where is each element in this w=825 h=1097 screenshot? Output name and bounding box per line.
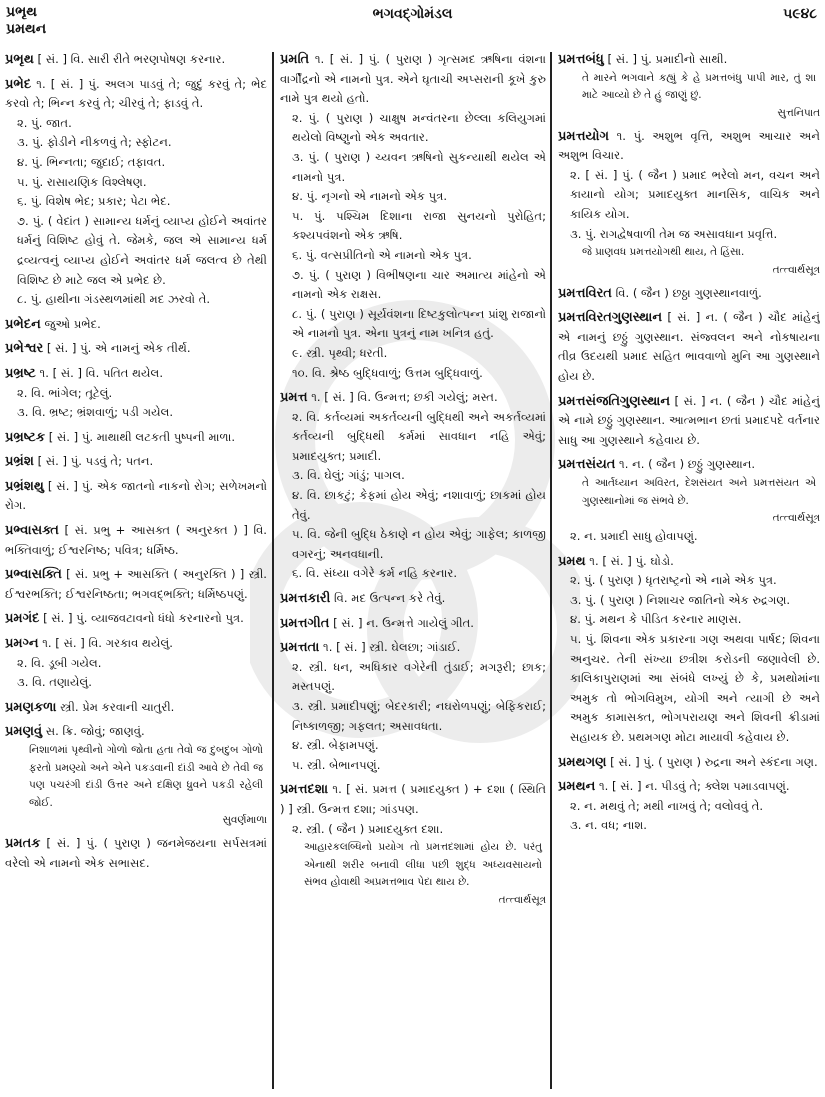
entry-headword: પ્રભેદ — [5, 76, 32, 92]
entry-sense: ૪. પું. નૃગનો એ નામનો એક પુત્ર. — [292, 189, 448, 204]
entry-definition: [ સં. ] પું. પ્રમાદીનો સાથી. — [607, 52, 728, 66]
entry-definition: [ સં. ] વિ. સારી રીતે ભરણપોષણ કરનાર. — [37, 52, 226, 66]
dictionary-entry — [558, 392, 820, 451]
entry-sense: ૨. પું. ( પુરાણ ) ચાક્ષુષ મન્વંતરના છેલ્લા કલિયુગમાં થયેલો વિષ્ણુનો એક અવતાર. — [292, 110, 546, 145]
entry-definition: વિ. મદ ઉત્પન્ન કરે તેવું. — [334, 591, 446, 606]
dictionary-entry — [5, 722, 267, 829]
dictionary-entry — [5, 339, 267, 359]
entry-headword: પ્રભ્રષ્ટક — [5, 429, 46, 445]
entry-definition: સ્ત્રી. પ્રેમ કરવાની ચાતુરી. — [60, 699, 175, 714]
entry-headword: પ્રભેદન — [5, 316, 41, 332]
entry-definition: [ સં. ] પું. એ નામનું એક તીર્થ. — [46, 341, 191, 356]
entry-definition: ૧. [ સં. ] વિ. ગરકાવ થયેલું. — [42, 636, 173, 651]
entry-sense: ૨. [ સં. ] પું. ( જૈન ) પ્રમાદ ભરેલો મન, વચન અને કાયાનો યોગ; પ્રમાદયુક્ત માનસિક, વાચિક અને કાયિક યોગ. — [570, 167, 820, 221]
column-divider — [272, 52, 274, 1089]
entry-headword: પ્રમત્તબંધુ — [558, 52, 604, 67]
entry-headword: પ્રભ્વાસક્ત — [5, 523, 59, 539]
entry-sense: ૮. પું. ( પુરાણ ) સૂર્યવંશના દિષ્ટકુલોત્પન્ન પ્રાંશુ રાજાનો એ નામનો પુત્ર. એના પુત્રનું નામ ખનિત્ર હતું. — [292, 306, 546, 341]
entry-sense: ૨. વિ. ભાંગેલ; તૂટેલું. — [17, 385, 113, 400]
entry-headword: પ્રમત્તયોગ — [558, 128, 609, 144]
quotation-source: તત્ત્વાર્થસૂત્ર — [498, 893, 546, 906]
dictionary-entry — [558, 284, 820, 304]
entry-definition: જુઓ પ્રભેદ. — [44, 316, 101, 331]
dictionary-entry — [280, 780, 546, 908]
entry-headword: પ્રમણવું — [5, 724, 43, 740]
entry-headword: પ્રભ્રંશથુ — [5, 478, 44, 494]
dictionary-entry — [5, 521, 267, 560]
entry-definition: [ સં. ] પું. વ્યાજવટાવનો ધંધો કરનારનો પુત્ર. — [43, 611, 244, 626]
entry-sense: ૨. ન. મથવું તે; મથી નાખવું તે; વલોવવું તે. — [570, 798, 764, 813]
entry-headword: પ્રભ્રષ્ટ — [5, 365, 36, 381]
dictionary-entry — [5, 634, 267, 693]
column-divider — [550, 52, 552, 1089]
dictionary-entry — [5, 565, 267, 604]
entry-definition: ૧. ન. ( જૈન ) છઠ્ઠું ગુણસ્થાન. — [619, 457, 756, 472]
dictionary-entry — [5, 75, 267, 310]
entry-sense: ૫. પું. શિવના એક પ્રકારના ગણ અથવા પાર્ષદ; શિવના અનુચર. તેની સંખ્યા છત્રીશ કરોડની જણાવેલી છે. કાલિકાપુરાણમાં આ સંબંધે લખ્યું છે કે, પ્રમથોમાંના અમુક તો ભોગવિમુખ, યોગી અને ત્યાગી છે અને અમુક કામાસક્ત, ભોગપરાયણ અને શિવની ક્રીડામાં સહાયક છે. પ્રથમગણ મોટા માયાવી કહેવાય છે. — [570, 631, 820, 744]
entry-definition: [ સં. ] પું. પડવું તે; પતન. — [37, 454, 154, 469]
entry-headword: પ્રમત્તગીત — [280, 615, 330, 631]
page-title: ભગવદ્ગોમંડલ — [372, 6, 453, 22]
dictionary-entry — [5, 477, 267, 516]
entry-sense: ૪. સ્ત્રી. બેફામપણું. — [292, 738, 379, 753]
entry-sense: ૬. પું. વત્સપ્રીતિનો એ નામનો એક પુત્ર. — [292, 247, 472, 262]
entry-sense: ૫. પું. પશ્ચિમ દિશાના રાજા સુનયનો પુરોહિત; કશ્યપવંશનો એક ઋષિ. — [292, 208, 546, 243]
entry-definition: [ સં. ] પું. એક જાતનો નાકનો રોગ; સળેખમનો રોગ. — [5, 478, 267, 513]
entry-sense: ૩. વિ. ઘેલું; ગાંડું; પાગલ. — [292, 468, 405, 483]
entry-definition: [ સં. ] પું. ( પુરાણ ) રુદ્રના અને સ્કંદના ગણ. — [610, 754, 818, 769]
entry-quotation: નિશાળમાં પૃથ્વીનો ગોળો જોતા હતા તેવો જ દુબદુબ ગોળો ફરતો પ્રમણ્યો અને એને પકડવાની દાંડી આવે છે તેવી જ પણ પચરંગી દાંડી ઉત્તર અને દક્ષિણ ધ્રુવને પકડી રહેલી જોઈ. — [29, 744, 263, 809]
entry-headword: પ્રમતક — [5, 836, 41, 851]
entry-definition: [ સં. ] ન. ( જૈન ) ચૌદ માંહેનું એ નામનું છઠ્ઠું ગુણસ્થાન. સંજ્વલન અને નોકષાયના તીવ્ર ઉદયથી પ્રમાદ સહિત ભાવવાળો મુનિ આ ગુણસ્થાને હોય છે. — [558, 310, 820, 384]
entry-sense: ૬. પું. વિશેષ ભેદ; પ્રકાર; પેટા ભેદ. — [17, 194, 171, 209]
quotation-source: સુત્તનિપાત — [777, 106, 820, 119]
entry-headword: પ્રમગ્ન — [5, 636, 39, 652]
entry-definition: ૧. [ સં. ] વિ. પતિત થયેલ. — [39, 365, 164, 380]
guide-word-last: પ્રમથન — [6, 21, 47, 37]
dictionary-entry — [280, 638, 546, 775]
entry-definition: [ સં. ] પું. માથાથી લટકતી પુષ્પની માળા. — [48, 429, 236, 444]
dictionary-entry — [280, 50, 546, 383]
entry-sense: ૨. ન. પ્રમાદી સાધુ હોવાપણું. — [570, 529, 698, 543]
dictionary-entry — [5, 428, 267, 448]
entry-headword: પ્રમતિ — [280, 52, 310, 67]
entry-sense: ૭. પું. ( વેદાંત ) સામાન્ય ધર્મનું વ્યાપ્ય હોઈને અવાંતર ધર્મનું વિશિષ્ટ હોવું તે. જેમકે, જલ એ સામાન્ય ધર્મ દ્રવ્યત્વનું વ્યાપ્ય હોઈને અવાંતર ધર્મ જલત્વ છે તેથી વિશિષ્ટ છે માટે જલ એ પ્રભેદ છે. — [17, 213, 267, 287]
entry-sense: ૨. પું. જાત. — [17, 115, 72, 130]
dictionary-entry — [558, 777, 820, 836]
entry-headword: પ્રમગંદ — [5, 611, 40, 627]
dictionary-entry — [558, 308, 820, 386]
entry-sense: ૯. સ્ત્રી. પૃથ્વી; ધરતી. — [292, 345, 388, 360]
dictionary-entry — [558, 552, 820, 748]
entry-headword: પ્રમત્તદશા — [280, 782, 329, 798]
dictionary-entry — [5, 315, 267, 335]
entry-sense: ૪. પું. મથન કે પીડિત કરનાર માણસ. — [570, 612, 742, 627]
entry-sense: ૪. વિ. છાકટું; કેફમાં હોય એવું; નશાવાળું; છાકમાં હોય તેવું. — [292, 488, 546, 522]
entry-sense: ૨. પું. ( પુરાણ ) ધૃતરાષ્ટ્રનો એ નામે એક પુત્ર. — [570, 573, 777, 588]
entry-definition: ૧. [ સં. ] પું. અલગ પાડવું તે; જુદું કરવું તે; ભેદ કરવો તે; ભિન્ન કરવું તે; ચીરવું તે; ફાડવું તે. — [5, 76, 267, 111]
entry-headword: પ્રમણકળા — [5, 699, 57, 715]
entry-definition: [ સં. પ્રભુ + આસક્ત ( અનુરક્ત ) ] વિ. ભક્તિવાળું; ઈશ્વરનિષ્ઠ; પવિત્ર; ધર્મિષ્ઠ. — [5, 523, 267, 557]
entry-sense: ૫. પું. રાસાયણિક વિશ્લેષણ. — [17, 174, 147, 189]
entry-definition: ૧. પું. અશુભ વૃત્તિ, અશુભ આચાર અને અશુભ વિચાર. — [558, 128, 820, 163]
entry-definition: [ સં. પ્રભુ + આસક્તિ ( અનુરક્તિ ) ] સ્ત્રી. ઈશ્વરભક્તિ; ઈશ્વરનિષ્ઠતા; ભગવદ્ભક્તિ; ધર્મિષ્ઠપણું. — [5, 567, 267, 601]
entry-sense: ૩. ન. વધ; નાશ. — [570, 818, 647, 833]
entry-definition: વિ. ( જૈન ) છઠ્ઠા ગુણસ્થાનવાળું. — [615, 285, 762, 300]
dictionary-entry — [558, 455, 820, 546]
dictionary-column-2 — [280, 50, 546, 1091]
page-number: ૫૯૪૮ — [783, 6, 817, 22]
entry-sense: ૩. વિ. ભ્રષ્ટ; ભ્રંશવાળું; પડી ગયેલ. — [17, 405, 174, 420]
entry-headword: પ્રમત્તતા — [280, 640, 320, 656]
entry-sense: ૭. પું. ( પુરાણ ) વિભીષણના ચાર અમાત્ય માંહેનો એ નામનો એક રાક્ષસ. — [292, 267, 546, 302]
entry-headword: પ્રમત્તસંયત — [558, 457, 616, 473]
entry-quotation: તે મારને ભગવાને કહ્યું કે હે પ્રમત્તબંધુ પાપી માર, તું શા માટે આવ્યો છે તે હું જાણું છું. — [582, 71, 816, 102]
entry-definition: ૧. [ સં. ] ન. પીડવું તે; ક્લેશ પમાડવાપણું. — [598, 779, 790, 794]
entry-sense: ૩. પું. ફોડીને નીકળવું તે; સ્ફોટન. — [17, 135, 172, 150]
entry-sense: ૬. વિ. સંધ્યા વગેરે કર્મ નહિ કરનાર. — [292, 566, 458, 581]
entry-definition: ૧. [ સં. ] પું. ઘોડો. — [589, 553, 674, 568]
entry-headword: પ્રમત્ત — [280, 390, 308, 406]
dictionary-entry — [5, 364, 267, 423]
entry-definition: ૧. [ સં. ] સ્ત્રી. ઘેલછા; ગાંડાઈ. — [323, 640, 461, 655]
page-header — [0, 0, 825, 44]
entry-definition: [ સં. ] ન. ( જૈન ) ચૌદ માંહેનું એ નામે છઠ્ઠું ગુણસ્થાન. આત્મભાન છતાં પ્રમાદપદે વર્તનાર સાધુ આ ગુણસ્થાને કહેવાય છે. — [558, 393, 820, 447]
dictionary-entry — [558, 753, 820, 773]
entry-quotation: આહારકલબ્ધિનો પ્રયોગ તો પ્રમત્તદશામાં હોય છે. પરંતુ એનાથી શરીર બનાવી લીધા પછી શુદ્ધ અધ્યવસાયનો સંભવ હોવાથી અપ્રમત્તભાવ પેદા થાય છે. — [304, 841, 542, 889]
entry-definition: ૧. [ સં. ] વિ. ઉન્મત્ત; છકી ગયેલું; મસ્ત. — [311, 390, 498, 405]
entry-definition: ૧. [ સં. ] પું. ( પુરાણ ) ગૃત્સમદ ઋષિના વંશના વાર્ગીંદ્રનો એ નામનો પુત્ર. એને ઘૃતાચી અપ્સરાની કૂખે કુરુ નામે પુત્ર થયો હતો. — [280, 52, 546, 106]
entry-headword: પ્રમથ — [558, 553, 586, 569]
dictionary-column-3 — [558, 50, 820, 1091]
dictionary-entry — [280, 614, 546, 634]
entry-definition: [ સં. ] પું. ( પુરાણ ) જનમેજયના સર્પસત્રમાં વરેલો એ નામનો એક સભાસદ. — [5, 836, 267, 870]
guide-word-first: પ્રભૃથ — [6, 4, 38, 20]
dictionary-entry — [558, 127, 820, 279]
entry-headword: પ્રમત્તકારી — [280, 591, 331, 607]
entry-headword: પ્રમત્તવિરત — [558, 285, 612, 301]
entry-sense: ૨. સ્ત્રી. ( જૈન ) પ્રમાદયુક્ત દશા. — [292, 821, 444, 836]
entry-sense: ૩. પું. ( પુરાણ ) ચ્યવન ઋષિનો સુકન્યાથી થયેલ એ નામનો પુત્ર. — [292, 149, 546, 184]
entry-sense: ૧૦. વિ. શ્રેષ્ઠ બુદ્ધિવાળું; ઉત્તમ બુદ્ધિવાળું. — [292, 365, 483, 380]
entry-definition: [ સં. ] ન. ઉન્મત્તે ગાયેલું ગીત. — [333, 615, 474, 630]
quotation-source: તત્ત્વાર્થસૂત્ર — [772, 512, 820, 524]
entry-sense: ૪. પું. ભિન્નતા; જુદાઈ; તફાવત. — [17, 154, 166, 169]
entry-headword: પ્રભૃથ — [5, 52, 34, 67]
dictionary-entry — [5, 834, 267, 873]
entry-quotation: જે પ્રાણવધ પ્રમત્તયોગથી થાય, તે હિંસા. — [582, 246, 745, 259]
entry-definition: સ. ક્રિ. જોવું; જાણવું. — [45, 724, 145, 739]
entry-headword: પ્રભ્વાસક્તિ — [5, 567, 62, 583]
entry-sense: ૩. પું. રાગદ્વેષવાળી તેમ જ અસાવધાન પ્રવૃત્તિ. — [570, 226, 778, 241]
dictionary-column-1 — [5, 50, 267, 1091]
dictionary-entry — [280, 589, 546, 609]
quotation-source: તત્ત્વાર્થસૂત્ર — [772, 263, 820, 276]
entry-sense: ૨. વિ. કર્તવ્યમાં અકર્તવ્યની બુદ્ધિથી અને અકર્તવ્યમાં કર્તવ્યની બુદ્ધિથી કર્મમાં સાવધાન નહિ એવું; પ્રમાદયુક્ત; પ્રમાદી. — [292, 409, 546, 463]
entry-sense: ૫. વિ. જેની બુદ્ધિ ઠેકાણે ન હોય એવું; ગાફેલ; કાળજી વગરનું; અનવધાની. — [292, 527, 546, 561]
dictionary-entry — [558, 50, 820, 122]
entry-sense: ૩. પું. ( પુરાણ ) નિશાચર જાતિનો એક રુદ્રગણ. — [570, 592, 791, 607]
entry-headword: પ્રમત્તસંજતિગુણસ્થાન — [558, 393, 671, 409]
dictionary-entry — [5, 698, 267, 718]
entry-headword: પ્રમથગણ — [558, 754, 607, 770]
entry-sense: ૨. સ્ત્રી. ધન, અધિકાર વગેરેની તુંડાઈ; મગરૂરી; છાક; મસ્તપણું. — [292, 659, 546, 694]
entry-sense: ૨. વિ. ડૂબી ગયેલ. — [17, 655, 102, 670]
dictionary-entry — [5, 50, 267, 70]
entry-quotation: તે આર્તધ્યાન અવિરત, દેશસંયત અને પ્રમત્તસંયત એ ગુણસ્થાનોમાં જ સંભવે છે. — [582, 477, 816, 507]
dictionary-entry — [5, 452, 267, 472]
entry-headword: પ્રભેશ્વર — [5, 341, 44, 357]
entry-definition: ૧. [ સં. પ્રમત્ત ( પ્રમાદયુક્ત ) + દશા ( સ્થિતિ ) ] સ્ત્રી. ઉન્મત્ત દશા; ગાંડપણ. — [280, 782, 546, 816]
entry-sense: ૩. વિ. તણાયેલું. — [17, 675, 92, 690]
entry-sense: ૮. પું. હાથીના ગંડસ્થળમાંથી મદ ઝરવો તે. — [17, 292, 211, 307]
entry-headword: પ્રભ્રંશ — [5, 454, 34, 470]
dictionary-entry — [5, 609, 267, 629]
entry-headword: પ્રમથન — [558, 779, 596, 795]
quotation-source: સુવર્ણમાળા — [222, 814, 267, 826]
entry-headword: પ્રમત્તવિરતગુણસ્થાન — [558, 310, 663, 326]
entry-sense: ૩. સ્ત્રી. પ્રમાદીપણું; બેદરકારી; નઘરોળપણું; બેફિકરાઈ; નિષ્કાળજી; ગફલત; અસાવધતા. — [292, 699, 546, 733]
dictionary-entry — [280, 388, 546, 584]
entry-sense: ૫. સ્ત્રી. બેભાનપણું. — [292, 757, 381, 772]
